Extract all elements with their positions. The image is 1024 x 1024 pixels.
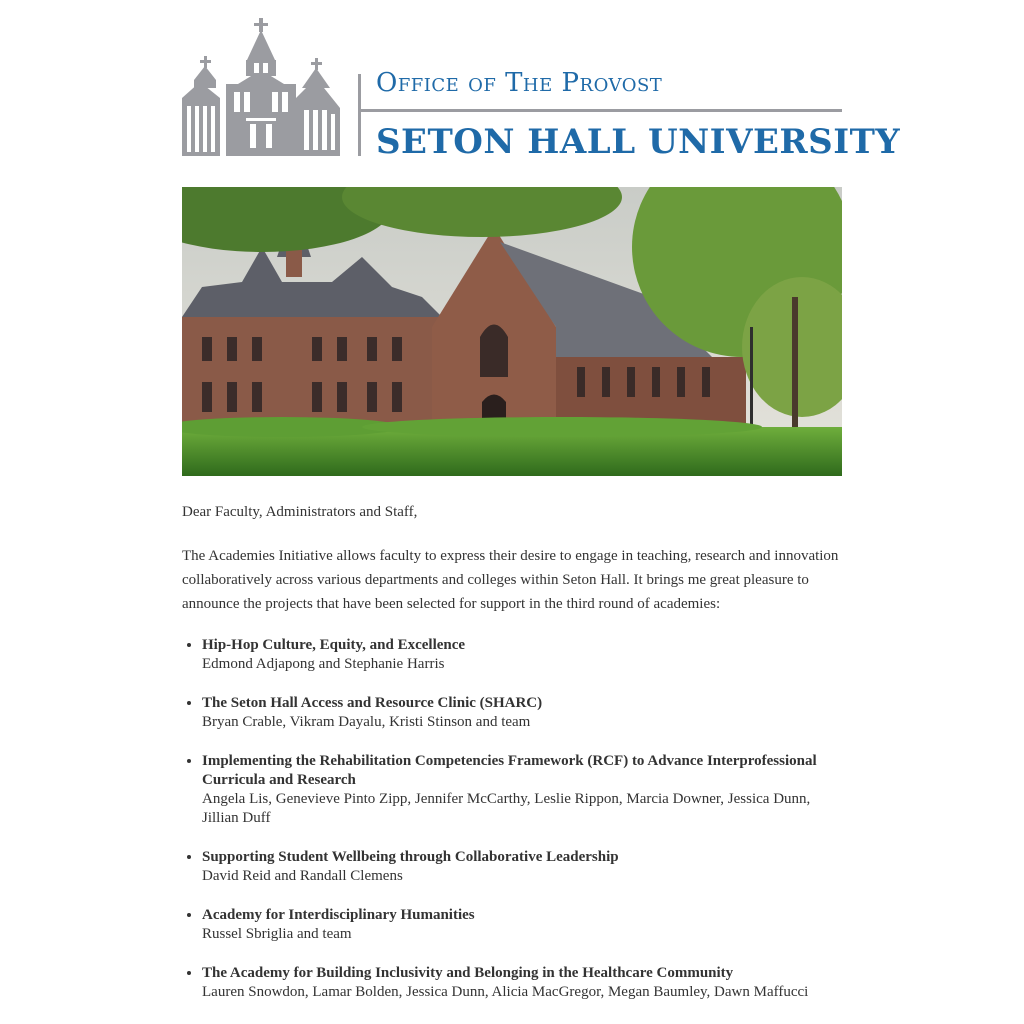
provost-header	[182, 0, 901, 170]
project-members: Angela Lis, Genevieve Pinto Zipp, Jennifer McCarthy, Leslie Rippon, Marcia Downer, Jessica Dunn, Jillian Duff	[202, 791, 811, 826]
logo-divider	[358, 74, 361, 156]
list-item	[202, 848, 842, 886]
project-members: Lauren Snowdon, Lamar Bolden, Jessica Dunn, Alicia MacGregor, Megan Baumley, Dawn Maffucci	[202, 984, 809, 1000]
header-rule	[358, 109, 842, 112]
project-title: • Academy for Interdisciplinary Humanities	[202, 907, 475, 923]
greeting: Dear Faculty, Administrators and Staff,	[182, 504, 418, 520]
list-item	[202, 906, 842, 944]
list-item	[202, 964, 842, 1002]
church-logo-icon	[182, 18, 342, 158]
project-members: David Reid and Randall Clemens	[202, 868, 403, 884]
letter-content	[182, 500, 842, 1022]
email-body	[182, 0, 901, 1000]
project-title: • Implementing the Rehabilitation Competencies Framework (RCF) to Advance Interprofessional Curricula and Research	[202, 753, 817, 788]
project-title: • Hip-Hop Culture, Equity, and Excellence	[202, 637, 466, 653]
list-item	[202, 752, 842, 828]
campus-chapel-photo-icon	[182, 187, 842, 476]
campus-photo	[182, 187, 842, 476]
project-title: • The Academy for Building Inclusivity and Belonging in the Healthcare Community	[202, 965, 734, 981]
project-title: • Supporting Student Wellbeing through Collaborative Leadership	[202, 849, 619, 865]
project-members: Russel Sbriglia and team	[202, 926, 352, 942]
project-title: • The Seton Hall Access and Resource Clinic (SHARC)	[202, 695, 543, 711]
project-list	[182, 636, 842, 1002]
list-item	[202, 636, 842, 674]
project-members: Edmond Adjapong and Stephanie Harris	[202, 656, 445, 672]
university-name: SETON HALL UNIVERSITY	[376, 122, 901, 162]
intro-paragraph: The Academies Initiative allows faculty to express their desire to engage in teaching, research and innovation collaboratively across various departments and colleges within Seton Hall. It brings me great pleasure to announce the projects that have been selected for support in the third round of academies:	[182, 548, 839, 612]
office-title: Office of The Provost	[376, 68, 663, 98]
list-item	[202, 694, 842, 732]
project-members: Bryan Crable, Vikram Dayalu, Kristi Stinson and team	[202, 714, 531, 730]
